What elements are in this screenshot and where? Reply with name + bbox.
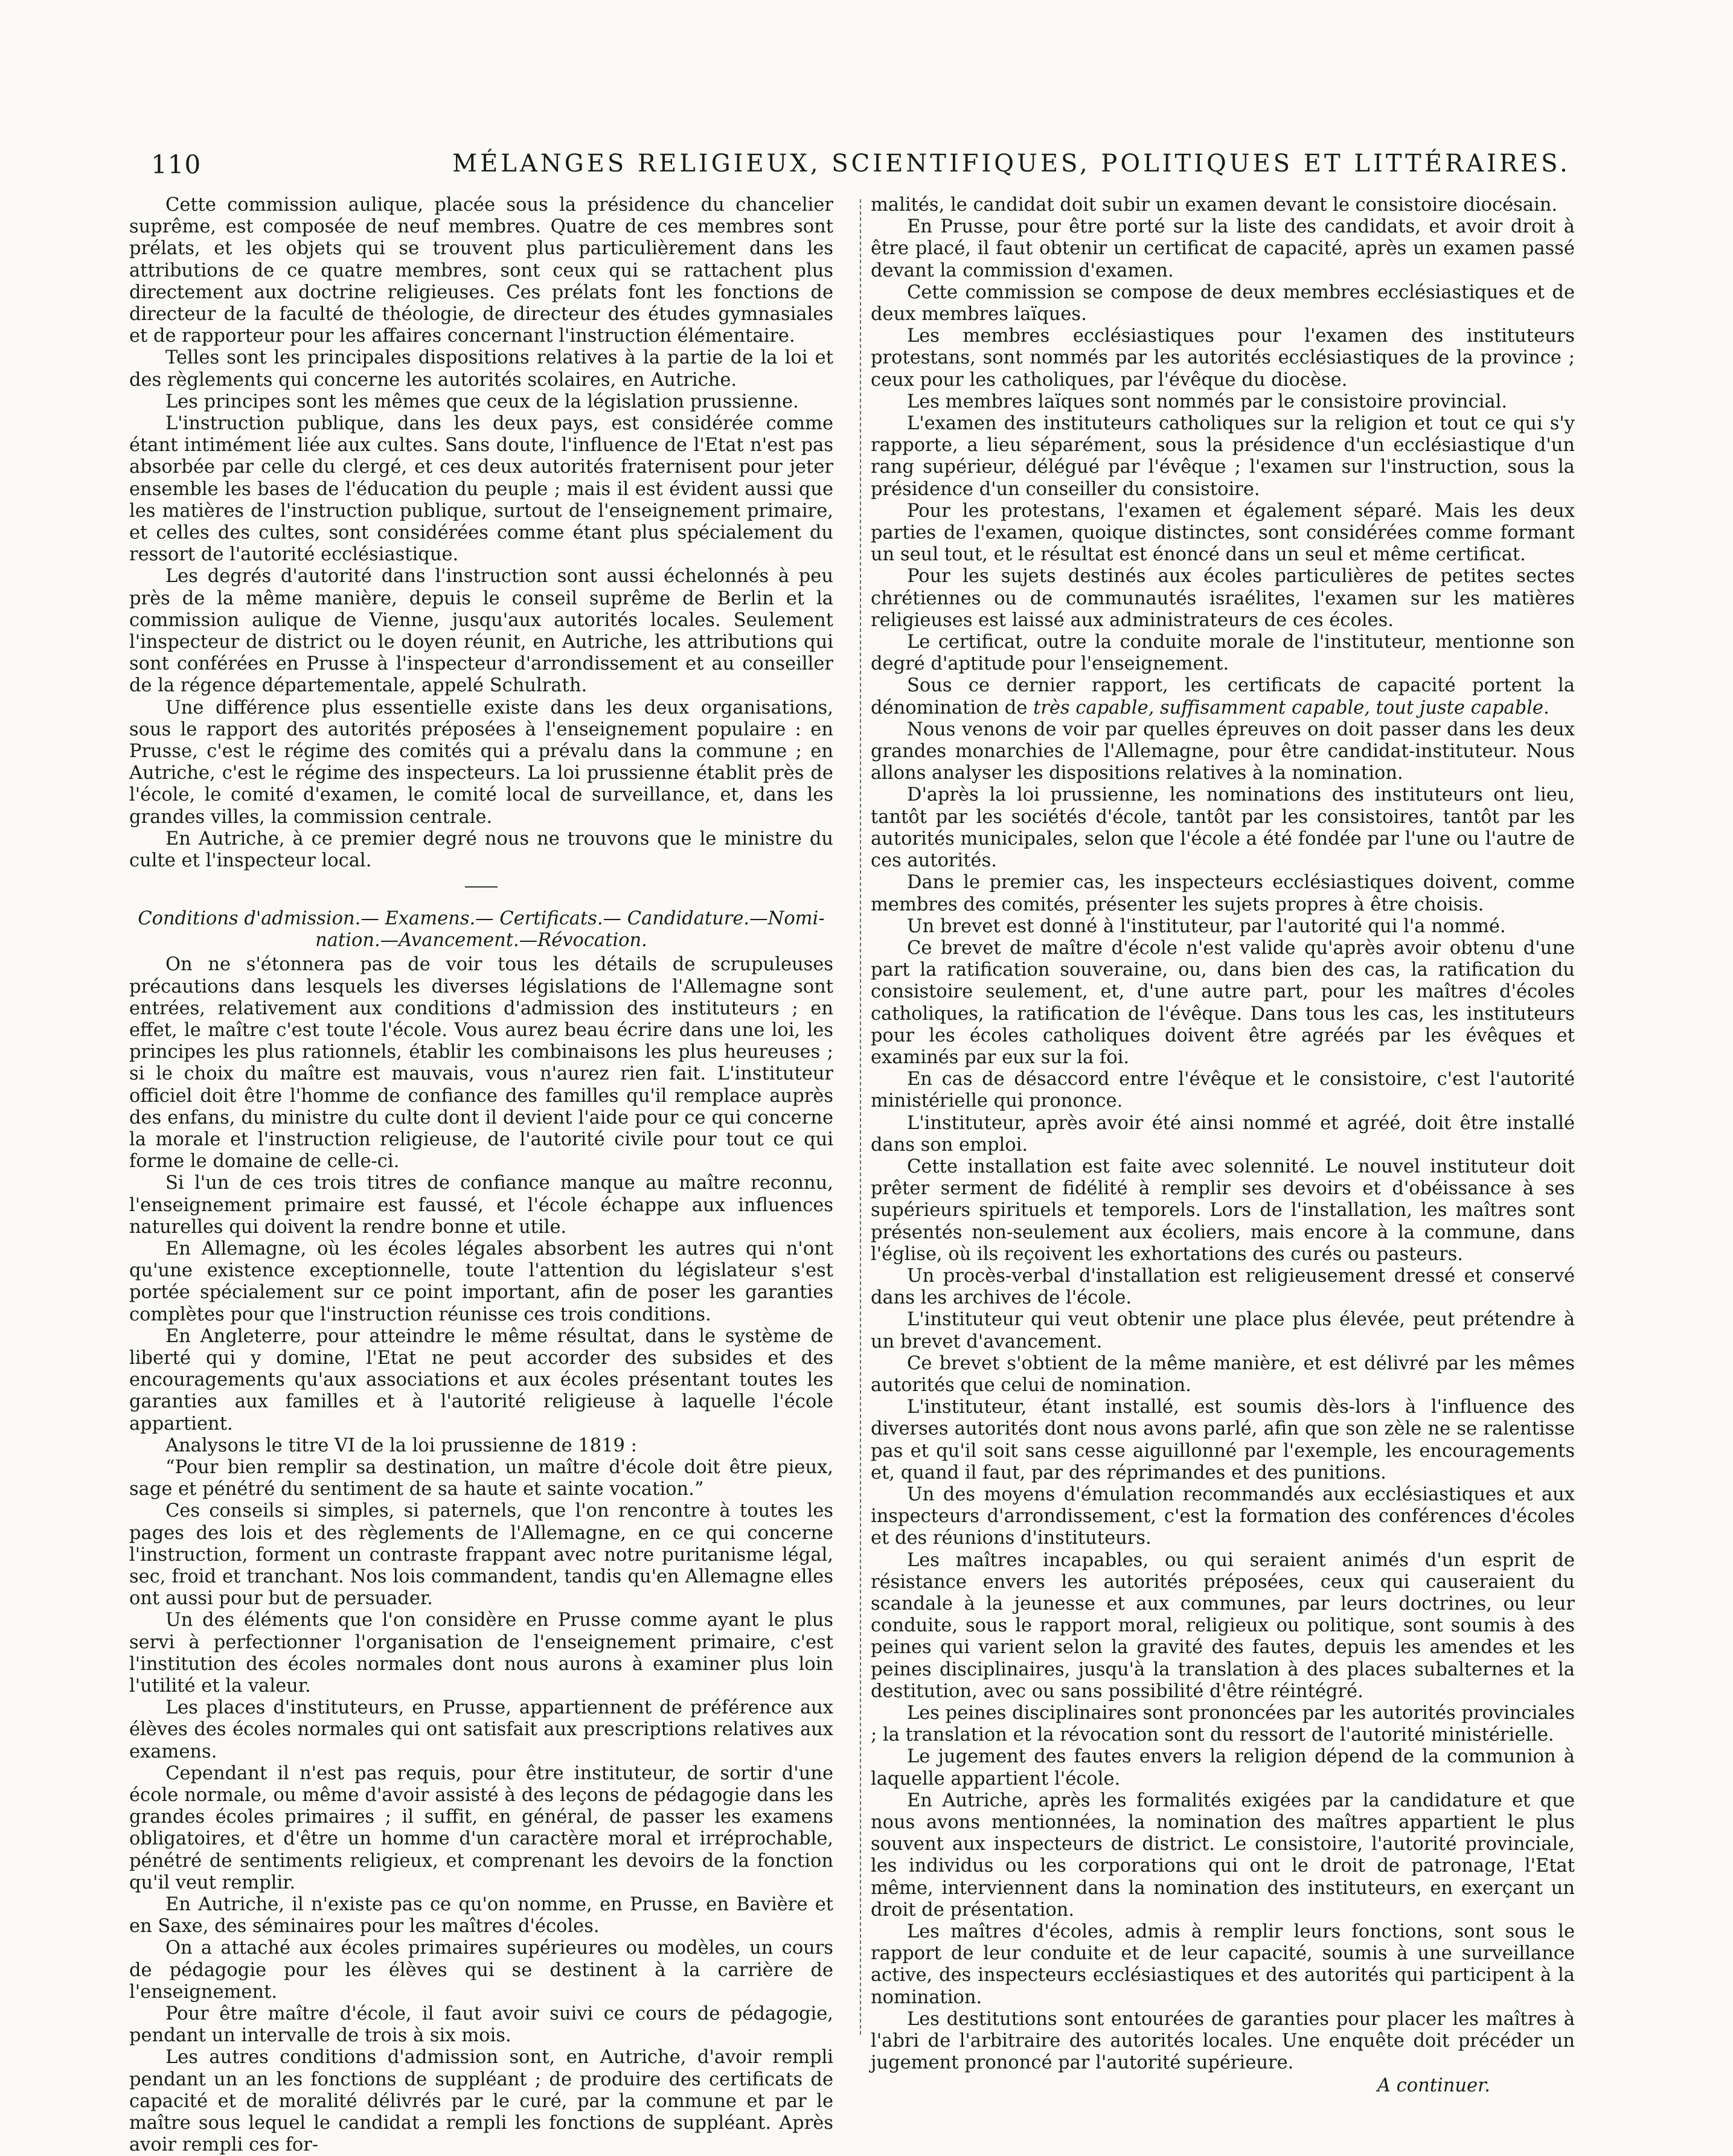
paragraph: Cette commission se compose de deux membres ecclésiastiques et de deux membres laïques. [871,281,1575,325]
paragraph: Cette commission aulique, placée sous la présidence du chancelier suprême, est composée de neuf membres. Quatre de ces membres sont prélats, et les objets qui se trouvent plus particulièrement dans les attributions de ce quatre membres, sont ceux qui se rattachent plus directement aux doctrine religieuses. Ces prélats font les fonctions de directeur de la faculté de théologie, de directeur des études gymnasiales et de rapporteur pour les affaires concernant l'instruction élémentaire. [129,194,833,347]
paragraph: Pour les protestans, l'examen et également séparé. Mais les deux parties de l'examen, quoique distinctes, sont considérées comme formant un seul tout, et le résultat est énoncé dans un seul et même certificat. [871,500,1575,566]
continued-line: malités, le candidat doit subir un examen devant le consistoire diocésain. [871,194,1558,216]
certificate-paragraph [871,675,1575,718]
paragraph: Les destitutions sont entourées de garanties pour placer les maîtres à l'abri de l'arbitraire des autorités locales. Une enquête doit précéder un jugement prononcé par l'autorité supérieure. [871,2008,1575,2074]
to-be-continued: A continuer. [1377,2075,1490,2097]
paragraph: L'instituteur, étant installé, est soumis dès-lors à l'influence des diverses autorités dont nous avons parlé, afin que son zèle ne se ralentisse pas et qu'il soit sans cesse aiguillonné par l'exemple, les encouragements et, quand il faut, par des réprimandes et des punitions. [871,1396,1575,1483]
paragraph: Pour les sujets destinés aux écoles particulières de petites sectes chrétiennes ou de communautés israélites, l'examen sur les matières religieuses est laissé aux administrateurs de ces écoles. [871,566,1575,631]
running-title: MÉLANGES RELIGIEUX, SCIENTIFIQUES, POLITIQUES ET LITTÉRAIRES. [452,150,1571,178]
paragraph: D'après la loi prussienne, les nominations des instituteurs ont lieu, tantôt par les sociétés d'école, tantôt par les consistoires, tantôt par les autorités municipales, selon que l'école a été fondée par l'une ou l'autre de ces autorités. [871,784,1575,872]
section-heading-line: Conditions d'admission.— Examens.— Certificats.— Candidature.—Nomi- [138,908,825,930]
paragraph: En Allemagne, où les écoles légales absorbent les autres qui n'ont qu'une existence exceptionnelle, toute l'attention du législateur s'est portée spécialement sur ce point important, afin de poser les garanties complètes pour que l'instruction réunisse ces trois conditions. [129,1238,833,1325]
paragraph: Telles sont les principales dispositions relatives à la partie de la loi et des règlements qui concerne les autorités scolaires, en Autriche. [129,347,833,391]
paragraph: Ces conseils si simples, si paternels, que l'on rencontre à toutes les pages des lois et des règlements de l'Allemagne, en ce qui concerne l'instruction, forment un contraste frappant avec notre puritanisme légal, sec, froid et tranchant. Nos lois commandent, tandis qu'en Allemagne elles ont aussi pour but de persuader. [129,1500,833,1610]
section-heading-line: nation.—Avancement.—Révocation. [315,930,647,952]
paragraph: Les principes sont les mêmes que ceux de la législation prussienne. [165,391,799,412]
page-header [151,150,1618,186]
paragraph: Nous venons de voir par quelles épreuves on doit passer dans les deux grandes monarchies de l'Allemagne, pour être candidat-instituteur. Nous allons analyser les dispositions relatives à la nomination. [871,718,1575,784]
paragraph: Pour être maître d'école, il faut avoir suivi ce cours de pédagogie, pendant un intervalle de trois à six mois. [129,2003,833,2047]
paragraph: Le jugement des fautes envers la religion dépend de la communion à laquelle appartient l'école. [871,1746,1575,1790]
paragraph: Les membres ecclésiastiques pour l'examen des instituteurs protestans, sont nommés par les autorités ecclésiastiques de la province ; ceux pour les catholiques, par l'évêque du diocèse. [871,325,1575,391]
paragraph: Si l'un de ces trois titres de confiance manque au maître reconnu, l'enseignement primaire est faussé, et l'école échappe aux influences naturelles qui doivent la rendre bonne et utile. [129,1172,833,1238]
paragraph: Ce brevet de maître d'école n'est valide qu'après avoir obtenu d'une part la ratification souveraine, ou, dans bien des cas, la ratification du consistoire seulement, et, d'une autre part, pour les maîtres d'écoles catholiques, la ratification de l'évêque. Dans tous les cas, les instituteurs pour les écoles catholiques doivent être agréés par les évêques et examinés par eux sur la foi. [871,937,1575,1068]
certificate-lead: Sous ce dernier rapport, les certificats de capacité portent la dénomination de [871,675,1575,718]
paragraph: Cette installation est faite avec solennité. Le nouvel instituteur doit prêter serment de fidélité à remplir ses devoirs et d'obéissance à ses supérieurs spirituels et temporels. Lors de l'installation, les maîtres sont présentés non-seulement aux écoliers, mais encore à la commune, dans l'église, où ils reçoivent les exhortations des curés ou pasteurs. [871,1156,1575,1265]
paragraph: Dans le premier cas, les inspecteurs ecclésiastiques doivent, comme membres des comités, présenter les sujets propres à être choisis. [871,872,1575,915]
paragraph: On ne s'étonnera pas de voir tous les détails de scrupuleuses précautions dans lesquels les diverses législations de l'Allemagne sont entrées, relativement aux conditions d'admission des instituteurs ; en effet, le maître c'est toute l'école. Vous aurez beau écrire dans une loi, les principes les plus rationnels, établir les combinaisons les plus heureuses ; si le choix du maître est mauvais, vous n'aurez rien fait. L'instituteur officiel doit être l'homme de confiance des familles qu'il remplace auprès des enfans, du ministre du culte dont il devient l'aide pour ce qui concerne la morale et l'instruction religieuse, de l'autorité civile pour tout ce qui forme le domaine de celle-ci. [129,954,833,1172]
certificate-grades: très capable, suffisamment capable, tout juste capable. [1033,697,1549,718]
right-column [871,194,1575,2097]
paragraph: Les maîtres d'écoles, admis à remplir leurs fonctions, sont sous le rapport de leur conduite et de leur capacité, soumis à une surveillance active, des inspecteurs ecclésiastiques et des autorités qui participent à la nomination. [871,1921,1575,2008]
paragraph: En Autriche, après les formalités exigées par la candidature et que nous avons mentionnées, la nomination des maîtres appartient le plus souvent aux inspecteurs de district. Le consistoire, l'autorité provinciale, les individus ou les corporations qui ont le droit de patronage, l'Etat même, interviennent dans la nomination des instituteurs, en exerçant un droit de présentation. [871,1790,1575,1921]
paragraph: En Autriche, il n'existe pas ce qu'on nomme, en Prusse, en Bavière et en Saxe, des séminaires pour les maîtres d'écoles. [129,1894,833,1937]
paragraph: L'instituteur qui veut obtenir une place plus élevée, peut prétendre à un brevet d'avancement. [871,1309,1575,1352]
paragraph: Le certificat, outre la conduite morale de l'instituteur, mentionne son degré d'aptitude pour l'enseignement. [871,632,1575,675]
paragraph: L'instituteur, après avoir été ainsi nommé et agréé, doit être installé dans son emploi. [871,1112,1575,1156]
section-divider [465,886,498,888]
paragraph: En Autriche, à ce premier degré nous ne trouvons que le ministre du culte et l'inspecteur local. [129,828,833,872]
paragraph: Un des éléments que l'on considère en Prusse comme ayant le plus servi à perfectionner l'organisation de l'enseignement primaire, c'est l'institution des écoles normales dont nous aurons à examiner plus loin l'utilité et la valeur. [129,1610,833,1697]
column-divider [860,199,861,2035]
paragraph: Cependant il n'est pas requis, pour être instituteur, de sortir d'une école normale, ou même d'avoir assisté à des leçons de pédagogie dans les grandes écoles primaires ; il suffit, en général, de passer les examens obligatoires, et d'être un homme d'un caractère moral et irréprochable, pénétré de sentiments religieux, et comprenant les devoirs de la fonction qu'il veut remplir. [129,1762,833,1893]
paragraph: En cas de désaccord entre l'évêque et le consistoire, c'est l'autorité ministérielle qui prononce. [871,1069,1575,1112]
paragraph: Un brevet est donné à l'instituteur, par l'autorité qui l'a nommé. [907,915,1506,937]
left-paragraphs-before [129,194,833,872]
paragraph: En Prusse, pour être porté sur la liste des candidats, et avoir droit à être placé, il faut obtenir un certificat de capacité, après un examen passé devant la commission d'examen. [871,216,1575,281]
paragraph: Les membres laïques sont nommés par le consistoire provincial. [907,391,1508,412]
paragraph: Ce brevet s'obtient de la même manière, et est délivré par les mêmes autorités que celui de nomination. [871,1352,1575,1396]
paragraph: Une différence plus essentielle existe dans les deux organisations, sous le rapport des autorités préposées à l'enseignement populaire : en Prusse, c'est le régime des comités qui a prévalu dans la commune ; en Autriche, c'est le régime des inspecteurs. La loi prussienne établit près de l'école, le comité d'examen, le comité local de surveillance, et, dans les grandes villes, la commission centrale. [129,697,833,828]
paragraph: Un des moyens d'émulation recommandés aux ecclésiastiques et aux inspecteurs d'arrondissement, c'est la formation des conférences d'écoles et des réunions d'instituteurs. [871,1483,1575,1549]
paragraph: En Angleterre, pour atteindre le même résultat, dans le système de liberté qui y domine, l'Etat ne peut accorder des subsides et des encouragements qu'aux associations et aux écoles présentant toutes les garanties aux familles et à l'autorité religieuse à laquelle l'école appartient. [129,1325,833,1435]
paragraph: Les peines disciplinaires sont prononcées par les autorités provinciales ; la translation et la révocation sont du ressort de l'autorité ministérielle. [871,1703,1575,1746]
paragraph: L'instruction publique, dans les deux pays, est considérée comme étant intimément liée aux cultes. Sans doute, l'influence de l'Etat n'est pas absorbée par celle du clergé, et ces deux autorités fraternisent pour jeter ensemble les bases de l'éducation du peuple ; mais il est évident aussi que les matières de l'instruction publique, surtout de l'enseignement primaire, et celles des cultes, sont considérées comme étant plus spécialement du ressort de l'autorité ecclésiastique. [129,413,833,566]
section-heading [129,908,833,952]
left-column [129,194,833,2156]
paragraph: Un procès-verbal d'installation est religieusement dressé et conservé dans les archives de l'école. [871,1265,1575,1309]
left-paragraphs-after [129,954,833,2156]
page-number: 110 [151,150,202,179]
paragraph: Les autres conditions d'admission sont, en Autriche, d'avoir rempli pendant un an les fonctions de suppléant ; de produire des certificats de capacité et de moralité délivrés par le curé, par la commune et par le maître sous lequel le candidat a rempli les fonctions de suppléant. Après avoir rempli ces for- [129,2047,833,2156]
paragraph: L'examen des instituteurs catholiques sur la religion et tout ce qui s'y rapporte, a lieu séparément, sous la présidence d'un ecclésiastique d'un rang supérieur, délégué par l'évêque ; l'examen sur l'instruction, sous la présidence d'un conseiller du consistoire. [871,413,1575,500]
paragraph: Les maîtres incapables, ou qui seraient animés d'un esprit de résistance envers les autorités préposées, ceux qui causeraient du scandale à la jeunesse et aux communes, par leurs doctrines, ou leur conduite, sous le rapport moral, religieux ou politique, sont soumis à des peines qui varient selon la gravité des fautes, depuis les amendes et les peines disciplinaires, jusqu'à la translation à des places subalternes et la destitution, avec ou sans possibilité d'être réintégré. [871,1549,1575,1702]
quotation: “Pour bien remplir sa destination, un maître d'école doit être pieux, sage et pénétré du sentiment de sa haute et sainte vocation.” [129,1456,833,1500]
paragraph: Les places d'instituteurs, en Prusse, appartiennent de préférence aux élèves des écoles normales qui ont satisfait aux prescriptions relatives aux examens. [129,1697,833,1762]
paragraph: Analysons le titre VI de la loi prussienne de 1819 : [165,1435,637,1456]
paragraph: Les degrés d'autorité dans l'instruction sont aussi échelonnés à peu près de la même manière, depuis le conseil suprême de Berlin et la commission aulique de Vienne, jusqu'aux autorités locales. Seulement l'inspecteur de district ou le doyen réunit, en Autriche, les attributions qui sont conférées en Prusse à l'inspecteur d'arrondissement et au conseiller de la régence départementale, appelé Schulrath. [129,566,833,697]
paragraph: On a attaché aux écoles primaires supérieures ou modèles, un cours de pédagogie pour les élèves qui se destinent à la carrière de l'enseignement. [129,1937,833,2003]
